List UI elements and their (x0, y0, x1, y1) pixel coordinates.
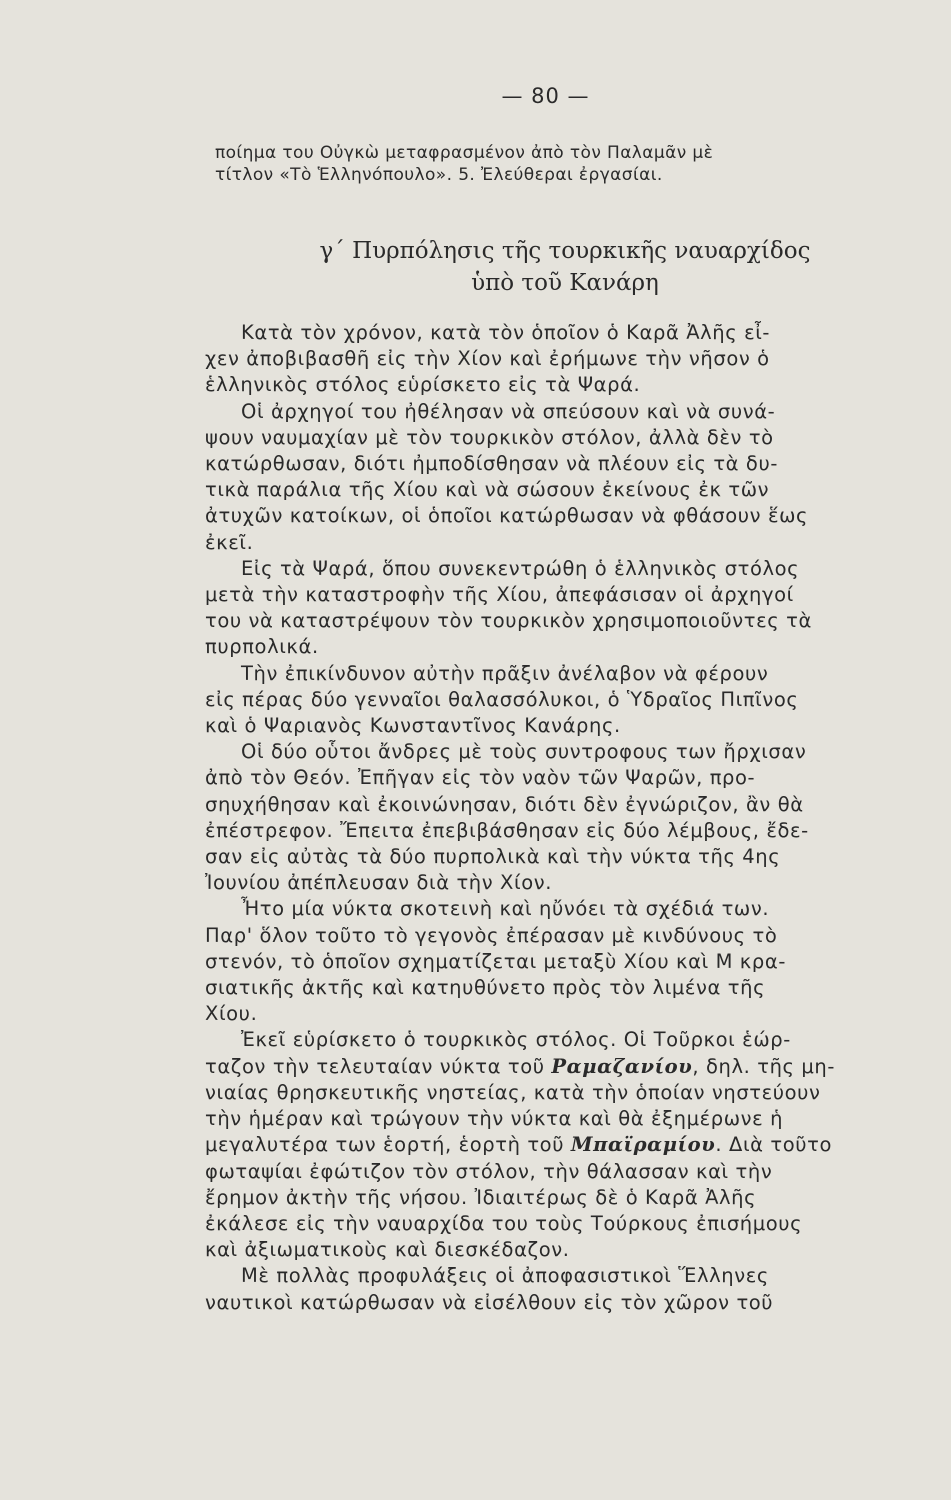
emphasized-word: Μπαϊραμίου (570, 1133, 716, 1157)
body-line: ἑλληνικὸς στόλος εὑρίσκετο εἰς τὰ Ψαρά. (205, 373, 641, 397)
body-line: Οἱ δύο οὗτοι ἄνδρες μὲ τοὺς συντροφους των ἤρχισαν (241, 740, 807, 764)
body-line: Ἰουνίου ἀπέπλευσαν διὰ τὴν Χίον. (205, 871, 553, 895)
body-line: καὶ ὁ Ψαριανὸς Κωνσταντῖνος Κανάρης. (205, 714, 621, 738)
page-number: — 80 — (501, 84, 590, 108)
body-line: μετὰ τὴν καταστροφὴν τῆς Χίου, ἀπεφάσισαν οἱ ἀρχηγοί (205, 583, 794, 607)
body-line: ἀπὸ τὸν Θεόν. Ἐπῆγαν εἰς τὸν ναὸν τῶν Ψαρῶν, προ- (205, 766, 756, 790)
body-line: σιατικῆς ἀκτῆς καὶ κατηυθύνετο πρὸς τὸν λιμένα τῆς (205, 976, 766, 1000)
footnote-line: τίτλον «Τὸ Ἑλληνόπουλο». 5. Ἐλεύθεραι ἐργασίαι. (215, 165, 663, 185)
body-line: νιαίας θρησκευτικῆς νηστείας, κατὰ τὴν ὁποίαν νηστεύουν (205, 1080, 821, 1104)
body-line: ψουν ναυμαχίαν μὲ τὸν τουρκικὸν στόλον, ἀλλὰ δὲν τὸ (205, 425, 774, 449)
heading-line: ὑπὸ τοῦ Κανάρη (471, 270, 659, 296)
body-line: ἀτυχῶν κατοίκων, οἱ ὁποῖοι κατώρθωσαν νὰ φθάσουν ἕως (205, 504, 809, 528)
body-line: κατώρθωσαν, διότι ἠμποδίσθησαν νὰ πλέουν εἰς τὰ δυ- (205, 452, 778, 476)
body-line: σηυχήθησαν καὶ ἐκοινώνησαν, διότι δὲν ἐγνώριζον, ἂν θὰ (205, 792, 804, 816)
body-line: σαν εἰς αὐτὰς τὰ δύο πυρπολικὰ καὶ τὴν νύκτα τῆς 4ης (205, 845, 781, 869)
body-line: του νὰ καταστρέψουν τὸν τουρκικὸν χρησιμοποιοῦντες τὰ (205, 609, 812, 633)
body-line: Εἰς τὰ Ψαρά, ὅπου συνεκεντρώθη ὁ ἑλληνικὸς στόλος (241, 556, 800, 580)
footnote (215, 142, 915, 186)
body-line: ἐπέστρεφον. Ἔπειτα ἐπεβιβάσθησαν εἰς δύο λέμβους, ἔδε- (205, 818, 809, 842)
body-line: στενόν, τὸ ὁποῖον σχηματίζεται μεταξὺ Χίου καὶ Μ κρα- (205, 949, 786, 973)
body-line: ἔρημον ἀκτὴν τῆς νήσου. Ἰδιαιτέρως δὲ ὁ Καρᾶ Ἀλῆς (205, 1185, 757, 1209)
body-line: ἐκεῖ. (205, 530, 254, 554)
body-text (205, 320, 935, 1316)
body-line: εἰς πέρας δύο γενναῖοι θαλασσόλυκοι, ὁ Ὑδραῖος Πιπῖνος (205, 687, 799, 711)
body-line: Παρ' ὅλον τοῦτο τὸ γεγονὸς ἐπέρασαν μὲ κινδύνους τὸ (205, 923, 778, 947)
body-line: Ἦτο μία νύκτα σκοτεινὴ καὶ ηὔνόει τὰ σχέδιά των. (241, 897, 770, 921)
body-line: πυρπολικά. (205, 635, 319, 659)
body-line: Χίου. (205, 1002, 258, 1026)
heading-line: γ΄ Πυρπόλησις τῆς τουρκικῆς ναυαρχίδος (319, 238, 811, 264)
footnote-line: ποίημα του Οὐγκὼ μεταφρασμένον ἀπὸ τὸν Παλαμᾶν μὲ (215, 143, 714, 163)
body-line: καὶ ἀξιωματικοὺς καὶ διεσκέδαζον. (205, 1238, 570, 1262)
body-line: Μὲ πολλὰς προφυλάξεις οἱ ἀποφασιστικοὶ Ἕλληνες (241, 1264, 769, 1288)
section-heading (205, 235, 925, 299)
body-line: χεν ἀποβιβασθῆ εἰς τὴν Χίον καὶ ἐρήμωνε τὴν νῆσον ὁ (205, 347, 770, 371)
body-line: Οἱ ἀρχηγοί του ἠθέλησαν νὰ σπεύσουν καὶ νὰ συνά- (241, 399, 776, 423)
body-line: ταζον τὴν τελευταίαν νύκτα τοῦ Ραμαζανίου, δηλ. τῆς μη- (205, 1054, 835, 1078)
emphasized-word: Ραμαζανίου (551, 1054, 693, 1078)
body-line: τὴν ἡμέραν καὶ τρώγουν τὴν νύκτα καὶ θὰ ἐξημέρωνε ἡ (205, 1107, 784, 1131)
body-line: ναυτικοὶ κατώρθωσαν νὰ εἰσέλθουν εἰς τὸν χῶρον τοῦ (205, 1290, 774, 1314)
body-line: Κατὰ τὸν χρόνον, κατὰ τὸν ὁποῖον ὁ Καρᾶ Ἀλῆς εἶ- (241, 321, 771, 344)
body-line: φωταψίαι ἐφώτιζον τὸν στόλον, τὴν θάλασσαν καὶ τὴν (205, 1159, 773, 1183)
body-line: τικὰ παράλια τῆς Χίου καὶ νὰ σώσουν ἐκείνους ἐκ τῶν (205, 478, 770, 502)
body-line: Τὴν ἐπικίνδυνον αὐτὴν πρᾶξιν ἀνέλαβον νὰ φέρουν (241, 661, 769, 685)
body-line: μεγαλυτέρα των ἑορτή, ἑορτὴ τοῦ Μπαϊραμίου. Διὰ τοῦτο (205, 1133, 833, 1157)
body-line: Ἐκεῖ εὑρίσκετο ὁ τουρκικὸς στόλος. Οἱ Τοῦρκοι ἑώρ- (241, 1028, 791, 1052)
body-line: ἐκάλεσε εἰς τὴν ναυαρχίδα του τοὺς Τούρκους ἐπισήμους (205, 1211, 803, 1235)
